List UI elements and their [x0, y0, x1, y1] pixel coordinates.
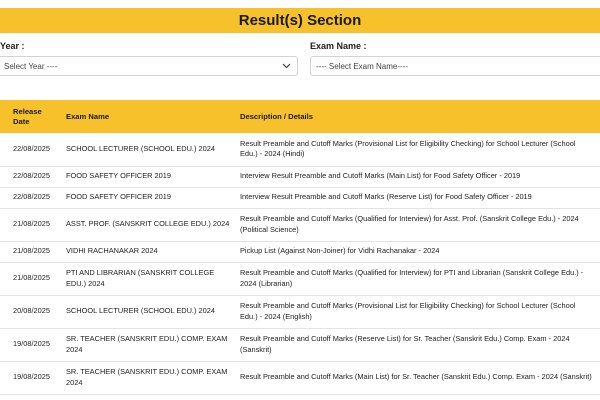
result-link[interactable]: Result Preamble and Cutoff Marks (Main List) for Sr. Teacher (Sanskrit Edu.) Comp. Exam - 2024 (Sanskrit)	[236, 361, 600, 394]
section-title: Result(s) Section	[238, 12, 362, 29]
release-date: 19/08/2025	[0, 328, 62, 361]
section-header	[0, 8, 600, 33]
chevron-down-icon	[279, 59, 293, 73]
release-date: 21/08/2025	[0, 241, 62, 262]
table-row	[0, 187, 600, 208]
header-exam-name: Exam Name	[62, 100, 236, 133]
header-description: Description / Details	[236, 100, 600, 133]
result-link[interactable]: Result Preamble and Cutoff Marks (Provisional List for Eligibility Checking) for School Lecturer (School Edu.) - 2024 (Hindi)	[236, 133, 600, 166]
result-link[interactable]: Result Preamble and Cutoff Marks (Qualified for Interview) for Asst. Prof. (Sanskrit College Edu.) - 2024 (Political Science)	[236, 208, 600, 241]
table-row	[0, 166, 600, 187]
exam-select-value: ---- Select Exam Name----	[316, 61, 409, 71]
release-date: 21/08/2025	[0, 262, 62, 295]
result-link[interactable]: Interview Result Preamble and Cutoff Marks (Reserve List) for Food Safety Officer - 2019	[236, 187, 600, 208]
table-header-row	[0, 100, 600, 133]
exam-name: SCHOOL LECTURER (SCHOOL EDU.) 2024	[62, 295, 236, 328]
result-link[interactable]: Interview Result Preamble and Cutoff Marks (Main List) for Food Safety Officer - 2019	[236, 166, 600, 187]
table-row	[0, 262, 600, 295]
exam-name: VIDHI RACHANAKAR 2024	[62, 241, 236, 262]
exam-name: FOOD SAFETY OFFICER 2019	[62, 166, 236, 187]
release-date: 22/08/2025	[0, 166, 62, 187]
exam-name: SCHOOL LECTURER (SCHOOL EDU.) 2024	[62, 133, 236, 166]
header-release-date: Release Date	[0, 100, 62, 133]
table-row	[0, 133, 600, 166]
result-link[interactable]: Result Preamble and Cutoff Marks (Reserve List) for Sr. Teacher (Sanskrit Edu.) Comp. Exam - 2024 (Sanskrit)	[236, 328, 600, 361]
table-row	[0, 328, 600, 361]
result-link[interactable]: Result Preamble and Cutoff Marks (Qualified for Interview) for PTI and Librarian (Sanskrit College Edu.) - 2024 (Librarian)	[236, 262, 600, 295]
exam-name-select[interactable]	[310, 56, 600, 76]
release-date: 22/08/2025	[0, 187, 62, 208]
release-date: 20/08/2025	[0, 295, 62, 328]
results-table	[0, 100, 600, 395]
year-select-value: Select Year ----	[4, 61, 58, 71]
exam-name: PTI AND LIBRARIAN (SANSKRIT COLLEGE EDU.) 2024	[62, 262, 236, 295]
release-date: 22/08/2025	[0, 133, 62, 166]
exam-name: SR. TEACHER (SANSKRIT EDU.) COMP. EXAM 2024	[62, 361, 236, 394]
table-row	[0, 361, 600, 394]
table-row	[0, 241, 600, 262]
table-row	[0, 208, 600, 241]
exam-name: SR. TEACHER (SANSKRIT EDU.) COMP. EXAM 2024	[62, 328, 236, 361]
exam-name: ASST. PROF. (SANSKRIT COLLEGE EDU.) 2024	[62, 208, 236, 241]
result-link[interactable]: Pickup List (Against Non-Joiner) for Vidhi Rachanakar - 2024	[236, 241, 600, 262]
exam-name: FOOD SAFETY OFFICER 2019	[62, 187, 236, 208]
exam-name-label: Exam Name :	[310, 41, 367, 51]
table-row	[0, 295, 600, 328]
result-link[interactable]: Result Preamble and Cutoff Marks (Provisional List for Eligibility Checking) for School Lecturer (School Edu.) - 2024 (English)	[236, 295, 600, 328]
year-label: Year :	[0, 41, 25, 51]
release-date: 21/08/2025	[0, 208, 62, 241]
release-date: 19/08/2025	[0, 361, 62, 394]
year-select[interactable]	[0, 56, 298, 76]
